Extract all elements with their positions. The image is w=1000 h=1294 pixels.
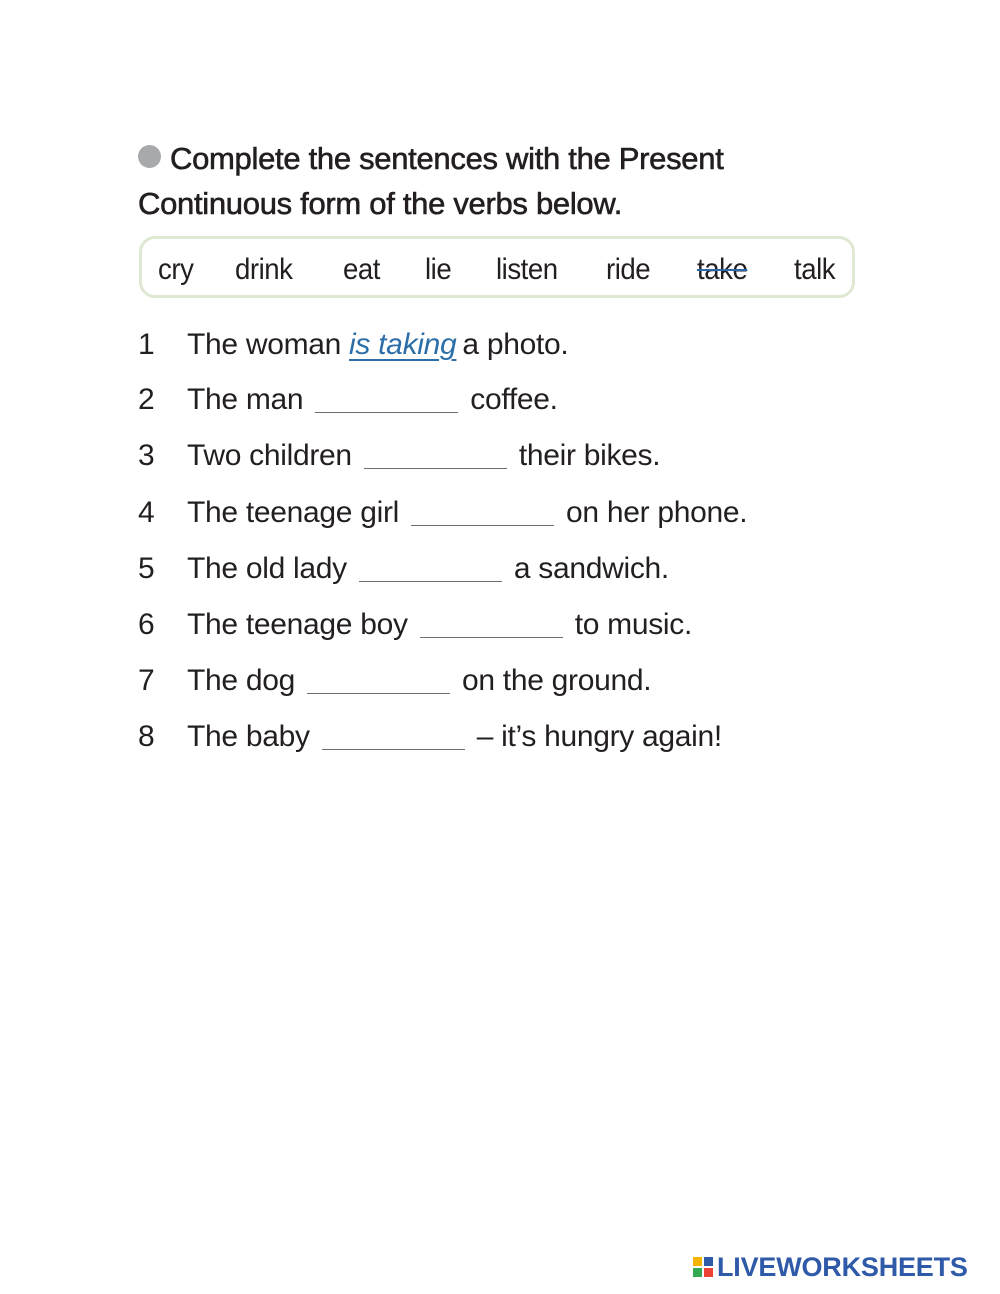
- sentence-3: [138, 436, 660, 476]
- sentence-start: The teenage girl: [187, 496, 400, 529]
- logo-text: LIVEWORKSHEETS: [717, 1251, 968, 1282]
- sentence-number: 6: [138, 608, 155, 641]
- sentence-number: 8: [138, 720, 155, 753]
- instructions-line-2: Continuous form of the verbs below.: [138, 186, 623, 221]
- sentence-end: on her phone.: [566, 496, 748, 529]
- word-listen: listen: [496, 253, 558, 286]
- sentence-7: [138, 661, 651, 701]
- bullet-icon: [138, 145, 161, 168]
- answer-blank[interactable]: [359, 557, 502, 582]
- sentence-number: 4: [138, 496, 155, 529]
- sentence-start: The old lady: [187, 552, 347, 585]
- sentence-6: [138, 605, 692, 645]
- sentence-number: 5: [138, 552, 155, 585]
- sentence-end: a sandwich.: [513, 552, 669, 585]
- liveworksheets-logo: [693, 1252, 968, 1282]
- sentence-4: [138, 493, 747, 533]
- sentence-8: [138, 717, 722, 757]
- instructions: [138, 136, 858, 226]
- sentence-2: [138, 380, 558, 420]
- answer-blank[interactable]: [307, 669, 450, 694]
- sentence-end: coffee.: [470, 383, 558, 416]
- instructions-line-1: Complete the sentences with the Present: [170, 141, 724, 176]
- sentence-start: The teenage boy: [187, 608, 408, 641]
- word-ride: ride: [606, 253, 651, 286]
- word-cry: cry: [158, 253, 194, 286]
- word-take-struck: take: [697, 253, 748, 286]
- word-lie: lie: [425, 253, 452, 286]
- answer-blank[interactable]: [322, 725, 465, 750]
- word-talk: talk: [794, 253, 836, 286]
- sentence-number: 3: [138, 439, 155, 472]
- sentence-end: a photo.: [462, 328, 569, 361]
- sentence-start: The dog: [187, 664, 295, 697]
- sentence-number: 7: [138, 664, 155, 697]
- sentence-end: to music.: [574, 608, 693, 641]
- answer-blank[interactable]: [364, 444, 507, 469]
- sentence-start: The woman: [187, 328, 342, 361]
- answer-blank[interactable]: [411, 501, 554, 526]
- sentence-start: Two children: [187, 439, 352, 472]
- sentence-end: on the ground.: [461, 664, 652, 697]
- sentence-start: The baby: [187, 720, 310, 753]
- sentence-end: their bikes.: [518, 439, 661, 472]
- example-answer: is taking: [349, 328, 457, 361]
- sentence-1: [138, 325, 568, 365]
- sentence-5: [138, 549, 669, 589]
- word-drink: drink: [235, 253, 293, 286]
- word-eat: eat: [343, 253, 381, 286]
- answer-blank[interactable]: [420, 613, 563, 638]
- logo-blocks-icon: [693, 1257, 713, 1277]
- word-box: [139, 236, 855, 298]
- sentence-end: – it’s hungry again!: [476, 720, 722, 753]
- answer-blank[interactable]: [315, 388, 458, 413]
- sentence-number: 1: [138, 328, 155, 361]
- sentence-start: The man: [187, 383, 304, 416]
- sentence-number: 2: [138, 383, 155, 416]
